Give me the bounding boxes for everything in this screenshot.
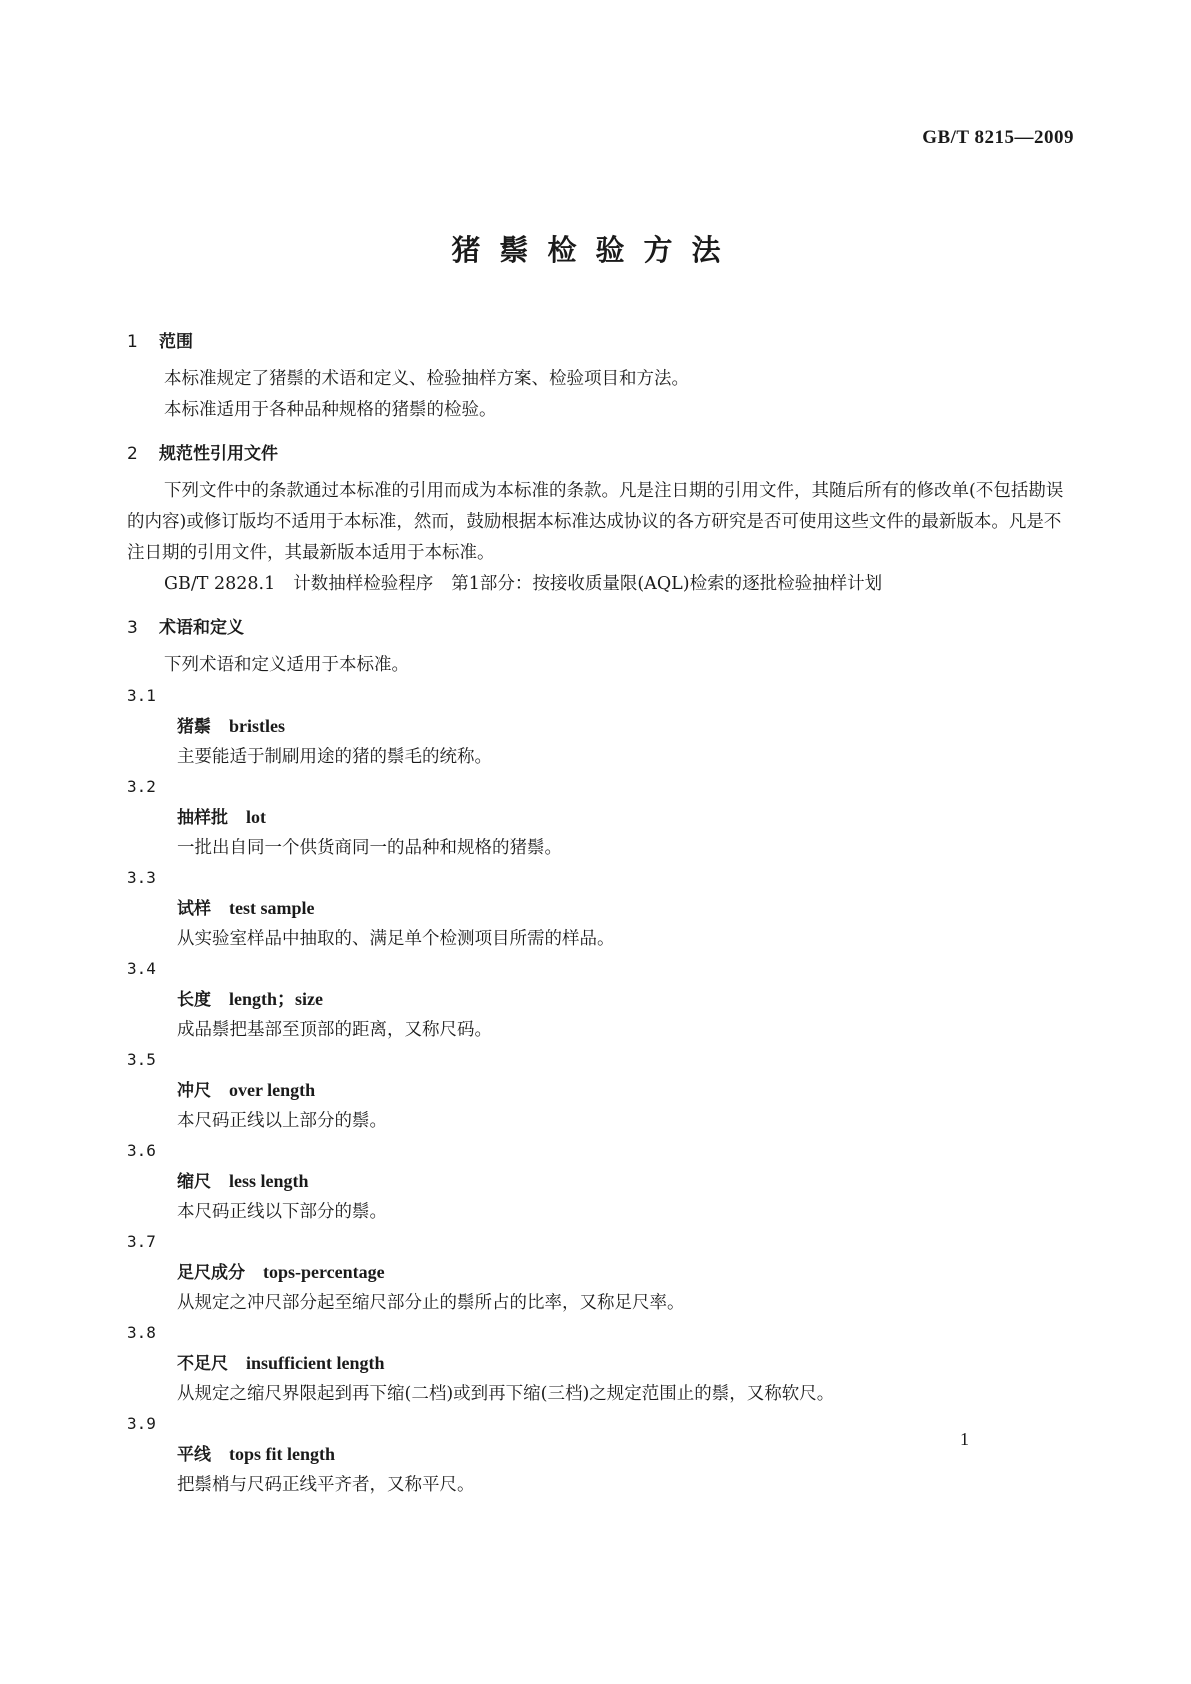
term-entry (127, 1227, 1072, 1318)
term-name-cn: 抽样批 (177, 808, 228, 828)
term-name-en: bristles (229, 716, 285, 736)
term-name (127, 802, 1072, 833)
section-heading-terms (127, 616, 1072, 640)
term-entry (127, 1318, 1072, 1409)
section-title: 术语和定义 (159, 618, 244, 638)
section-heading-scope (127, 330, 1072, 354)
standard-number: GB/T 8215—2009 (922, 127, 1074, 148)
term-name-en: over length (229, 1080, 316, 1100)
term-name-en: tops fit length (229, 1444, 336, 1464)
term-name (127, 1257, 1072, 1288)
term-name (127, 984, 1072, 1015)
term-name (127, 1166, 1072, 1197)
term-definition: 一批出自同一个供货商同一的品种和规格的猪鬃。 (177, 838, 562, 858)
term-name-cn: 足尺成分 (177, 1263, 245, 1283)
section-title: 范围 (159, 332, 193, 352)
term-entry (127, 681, 1072, 772)
term-entry (127, 1136, 1072, 1227)
term-definition: 本尺码正线以上部分的鬃。 (177, 1111, 387, 1131)
term-name-cn: 缩尺 (177, 1172, 211, 1192)
scope-paragraph: 本标准规定了猪鬃的术语和定义、检验抽样方案、检验项目和方法。 (164, 369, 689, 389)
term-number: 3.4 (127, 959, 156, 978)
term-name-cn: 猪鬃 (177, 717, 211, 737)
term-definition: 本尺码正线以下部分的鬃。 (177, 1202, 387, 1222)
term-definition: 把鬃梢与尺码正线平齐者，又称平尺。 (177, 1475, 475, 1495)
term-entry (127, 1045, 1072, 1136)
term-name-cn: 长度 (177, 990, 211, 1010)
term-name-en: tops-percentage (263, 1262, 385, 1282)
reference-part: 第1部分：按接收质量限(AQL)检索的逐批检验抽样计划 (451, 574, 883, 594)
term-name (127, 1439, 1072, 1470)
term-entry (127, 863, 1072, 954)
term-entry (127, 954, 1072, 1045)
term-definition: 从规定之缩尺界限起到再下缩(二档)或到再下缩(三档)之规定范围止的鬃，又称软尺。 (177, 1384, 835, 1404)
term-name-cn: 冲尺 (177, 1081, 211, 1101)
reference-title: 计数抽样检验程序 (293, 574, 434, 594)
section-number: 1 (127, 332, 138, 352)
terms-intro: 下列术语和定义适用于本标准。 (164, 655, 409, 675)
term-definition: 主要能适于制刷用途的猪的鬃毛的统称。 (177, 747, 492, 767)
term-number: 3.2 (127, 777, 156, 796)
term-name (127, 893, 1072, 924)
term-number: 3.3 (127, 868, 156, 887)
term-name-en: length；size (229, 989, 323, 1009)
term-definition: 从实验室样品中抽取的、满足单个检测项目所需的样品。 (177, 929, 615, 949)
section-title: 规范性引用文件 (159, 444, 278, 464)
term-number: 3.9 (127, 1414, 156, 1433)
term-name-cn: 试样 (177, 899, 211, 919)
term-name (127, 1348, 1072, 1379)
section-number: 3 (127, 618, 138, 638)
term-number: 3.1 (127, 686, 156, 705)
term-entry (127, 772, 1072, 863)
section-number: 2 (127, 444, 138, 464)
term-number: 3.5 (127, 1050, 156, 1069)
term-entry (127, 1409, 1072, 1500)
term-definition: 从规定之冲尺部分起至缩尺部分止的鬃所占的比率，又称足尺率。 (177, 1293, 685, 1313)
term-definition: 成品鬃把基部至顶部的距离，又称尺码。 (177, 1020, 492, 1040)
document-title: 猪鬃检验方法 (451, 233, 740, 267)
term-number: 3.6 (127, 1141, 156, 1160)
page-number: 1 (960, 1429, 969, 1449)
reference-id: GB/T 2828.1 (164, 574, 276, 594)
section-heading-references (127, 442, 1072, 466)
reference-entry (127, 569, 1072, 600)
term-name (127, 1075, 1072, 1106)
scope-paragraph: 本标准适用于各种品种规格的猪鬃的检验。 (164, 400, 497, 420)
term-name (127, 711, 1072, 742)
term-name-en: lot (246, 807, 266, 827)
term-name-en: insufficient length (246, 1353, 385, 1373)
term-number: 3.8 (127, 1323, 156, 1342)
document-body (127, 330, 1072, 1500)
term-name-cn: 平线 (177, 1445, 211, 1465)
term-number: 3.7 (127, 1232, 156, 1251)
term-name-en: less length (229, 1171, 309, 1191)
term-name-en: test sample (229, 898, 315, 918)
term-name-cn: 不足尺 (177, 1354, 228, 1374)
references-paragraph: 下列文件中的条款通过本标准的引用而成为本标准的条款。凡是注日期的引用文件，其随后所有的修改单(不包括勘误的内容)或修订版均不适用于本标准，然而，鼓励根据本标准达成协议的各方研究是否可使用这些文件的最新版本。凡是不注日期的引用文件，其最新版本适用于本标准。 (127, 481, 1064, 563)
